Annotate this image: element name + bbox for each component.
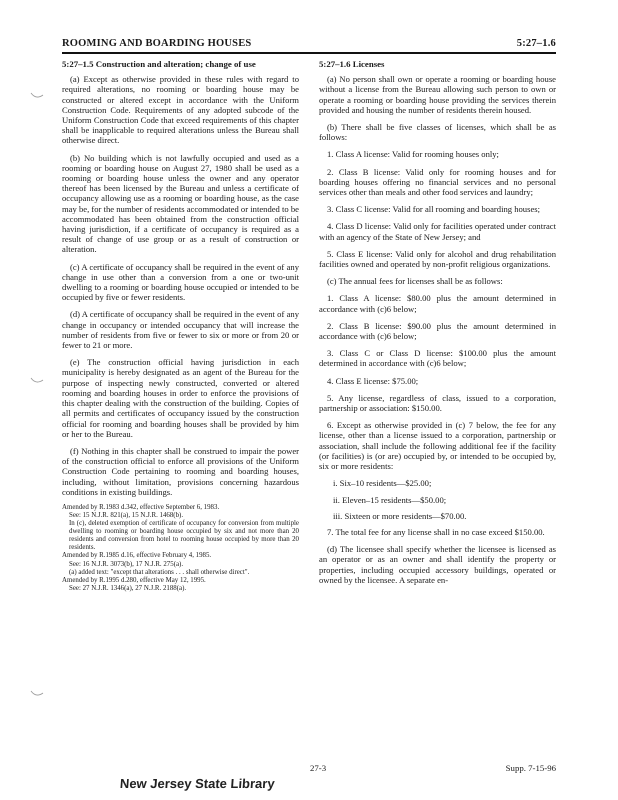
list-item: 4. Class D license: Valid only for facilities operated under contract with an agency of the State of New Jersey; and bbox=[319, 221, 556, 242]
margin-mark-icon bbox=[30, 92, 44, 100]
paragraph-d: (d) The licensee shall specify whether the licensee is licensed as an operator or as an owner and shall identify the property or properties, including occupied accessory buildings, operated or owned by the licensee. A separate en- bbox=[319, 544, 556, 585]
paragraph-b: (b) No building which is not lawfully occupied and used as a rooming or boarding house on August 27, 1980 shall be used as a rooming or boarding house unless the owner and any operator thereof has been licensed by the Bureau and unless a certificate of occupancy allowing use as a rooming or boarding house, as the case may be, for the number of residents accommodated or intended to be accommodated has been obtained from the construction official having jurisdiction, if a certificate of occupancy is required as a result of change of use group or as a result of construction or alteration. bbox=[62, 152, 299, 255]
list-item: 2. Class B license: $90.00 plus the amount determined in accordance with (c)6 below; bbox=[319, 320, 556, 342]
list-item: 3. Class C or Class D license: $100.00 plus the amount determined in accordance with (c)6 below; bbox=[319, 348, 556, 369]
history-line: Amended by R.1983 d.342, effective September 6, 1983. bbox=[62, 503, 220, 511]
section-heading-1-6: 5:27–1.6 Licenses bbox=[319, 59, 385, 69]
history-notes bbox=[62, 504, 299, 593]
history-line: See: 15 N.J.R. 821(a), 15 N.J.R. 1468(b). bbox=[69, 512, 184, 520]
paragraph-b: (b) There shall be five classes of licenses, which shall be as follows: bbox=[319, 122, 556, 143]
page-number: 27-3 bbox=[310, 763, 327, 773]
library-stamp: New Jersey State Library bbox=[119, 776, 276, 791]
history-line: (a) added text: "except that alterations . . . shall otherwise direct". bbox=[69, 568, 250, 576]
list-item: 7. The total fee for any license shall in no case exceed $150.00. bbox=[327, 526, 545, 537]
paragraph-e: (e) The construction official having jurisdiction in each municipality is hereby designated as an agent of the Bureau for the purpose of inspecting newly constructed, converted or altered rooming and boarding houses in order to enforce the provisions of this chapter dealing with the construction of the building. Copies of all permits and certificates of occupancy issued by the construction official for rooming and boarding houses shall be provided by him or her to the Bureau. bbox=[62, 357, 299, 439]
history-line: Amended by R.1985 d.16, effective February 4, 1985. bbox=[62, 552, 212, 560]
supplement-date: Supp. 7-15-96 bbox=[505, 763, 556, 773]
list-item: 6. Except as otherwise provided in (c) 7 below, the fee for any license, other than a license issued to a corporation, partnership or association, shall include the following additional fee if the facility (or facilities) is (or are) occupied by, or intended to be occupied by, six or more residents: bbox=[319, 420, 556, 472]
running-header bbox=[62, 38, 556, 49]
history-line: See: 27 N.J.R. 1346(a), 27 N.J.R. 2188(a). bbox=[69, 584, 187, 592]
header-section-number: 5:27–1.6 bbox=[516, 38, 556, 49]
header-title: ROOMING AND BOARDING HOUSES bbox=[62, 38, 252, 49]
header-rule bbox=[62, 52, 556, 54]
margin-mark-icon bbox=[30, 690, 44, 698]
list-item: 3. Class C license: Valid for all rooming and boarding houses; bbox=[327, 204, 540, 215]
right-column bbox=[319, 59, 556, 592]
sub-item: ii. Eleven–15 residents—$50.00; bbox=[333, 494, 447, 505]
section-heading-1-5: 5:27–1.5 Construction and alteration; change of use bbox=[62, 59, 256, 69]
list-item: 1. Class A license: $80.00 plus the amount determined in accordance with (c)6 below; bbox=[319, 293, 556, 314]
sub-item: i. Six–10 residents—$25.00; bbox=[333, 478, 432, 489]
list-item: 5. Class E license: Valid only for alcohol and drug rehabilitation facilities owned and operated by non-profit religious organizations. bbox=[319, 248, 556, 270]
paragraph-c: (c) A certificate of occupancy shall be required in the event of any change in use other than a conversion from a one or two-unit dwelling to a rooming or boarding house occupied or intended to be occupied by five or fewer residents. bbox=[62, 261, 299, 303]
margin-mark-icon bbox=[30, 377, 44, 385]
list-item: 5. Any license, regardless of class, issued to a corporation, partnership or association: $150.00. bbox=[319, 392, 556, 414]
paragraph-d: (d) A certificate of occupancy shall be required in the event of any change in occupancy or intended occupancy that will increase the number of residents from five or fewer to six or more or from 20 or fewer to 21 or more. bbox=[62, 309, 299, 351]
history-line: See: 16 N.J.R. 3073(b), 17 N.J.R. 275(a). bbox=[69, 560, 184, 568]
paragraph-a: (a) Except as otherwise provided in these rules with regard to required alterations, no rooming or boarding house may be constructed or altered except in accordance with the Uniform Construction Code. Requirements of any adopted subcode of the Uniform Construction Code that exceed requirements of this chapter shall be inapplicable to required alterations unless the Bureau shall otherwise direct. bbox=[62, 74, 299, 146]
left-column bbox=[62, 59, 299, 593]
list-item: 2. Class B license: Valid only for rooming houses and for boarding houses offering no financial services and no personal services other than meals and other food services and laundry; bbox=[319, 166, 556, 198]
list-item: 1. Class A license: Valid for rooming houses only; bbox=[327, 149, 499, 160]
history-line: Amended by R.1995 d.280, effective May 12, 1995. bbox=[62, 576, 206, 584]
paragraph-f: (f) Nothing in this chapter shall be construed to impair the power of the construction official to enforce all provisions of the Uniform Construction Code pertaining to rooming and boarding houses, including, without limitation, provisions concerning hazardous conditions in existing buildings. bbox=[62, 445, 299, 497]
paragraph-a: (a) No person shall own or operate a rooming or boarding house without a license from the Bureau allowing such person to own or operate a rooming or boarding house providing the services therein provided and housing the number of residents therein housed. bbox=[319, 74, 556, 115]
paragraph-c: (c) The annual fees for licenses shall be as follows: bbox=[327, 276, 503, 287]
sub-item: iii. Sixteen or more residents—$70.00. bbox=[333, 510, 467, 521]
history-line: In (c), deleted exemption of certificate of occupancy for conversion from multiple dwelling to rooming or boarding house occupied by six and not more than 20 residents and conversion from hotel to rooming house occupied by more than 20 residents. bbox=[69, 520, 299, 552]
list-item: 4. Class E license: $75.00; bbox=[327, 375, 419, 386]
